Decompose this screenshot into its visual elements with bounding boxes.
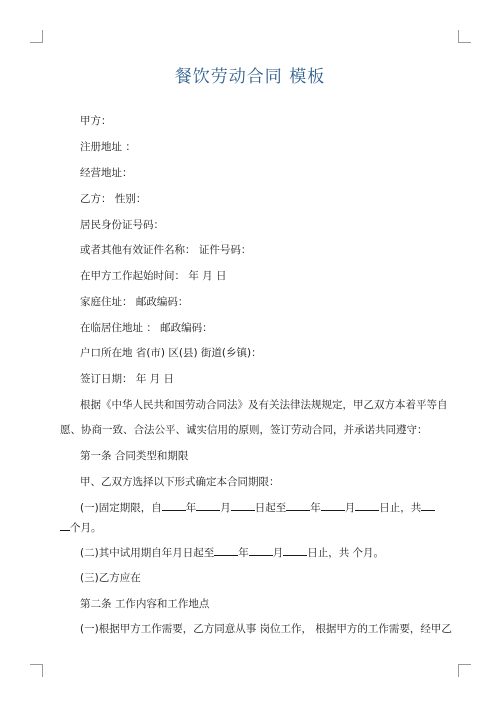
fixed-term-text-d: 日起至: [254, 502, 287, 514]
preamble-line-1: 根据《中华人民共和国劳动合同法》及有关法律法规规定，甲乙双方本着平等自: [80, 399, 448, 411]
blank-probation-year: [214, 545, 238, 556]
field-party-a: 甲方：: [80, 115, 112, 127]
article-1-heading: 第一条 合同类型和期限: [80, 450, 189, 462]
crop-mark-bottom-right: [458, 664, 471, 677]
blank-probation-day: [283, 545, 307, 556]
article-2-clause-1: (一)根据甲方工作需要，乙方同意从事 岗位工作， 根据甲方的工作需要，经甲乙: [80, 623, 452, 635]
fixed-term-line-2: [60, 520, 102, 535]
field-hukou: 户口所在地 省(市) 区(县) 街道(乡镇)：: [80, 347, 262, 359]
party-b-should: (三)乙方应在: [80, 572, 141, 584]
field-party-b: 乙方： 性别：: [80, 193, 147, 205]
blank-start-year: [162, 500, 186, 511]
probation-text-d: 日止，共 个月。: [307, 547, 385, 559]
field-current-address: 在临居住地址 ： 邮政编码：: [80, 322, 213, 334]
document-title: 餐饮劳动合同 模板: [174, 67, 326, 87]
fixed-term-text-g: 日止，共: [379, 502, 422, 514]
fixed-term-text-c: 月: [220, 502, 231, 514]
fixed-term-text-b: 年: [185, 502, 197, 514]
fixed-term-text-f: 月: [344, 502, 356, 514]
preamble-line-2: 愿、协商一致、合法公平、诚实信用的原则，签订劳动合同，并承诺共同遵守：: [60, 424, 428, 436]
blank-months-1: [421, 500, 435, 511]
blank-end-year: [286, 500, 310, 511]
crop-mark-top-right: [458, 30, 471, 43]
blank-months-2: [60, 520, 70, 531]
probation-line: [80, 545, 384, 560]
blank-probation-month: [249, 545, 273, 556]
field-other-cert: 或者其他有效证件名称： 证件号码：: [80, 244, 252, 256]
article-1-intro: 甲、乙双方选择以下形式确定本合同期限：: [80, 476, 280, 488]
fixed-term-text-h: 个月。: [70, 522, 102, 534]
probation-text-b: 年: [238, 547, 249, 559]
field-start-date: 在甲方工作起始时间： 年 月 日: [80, 270, 227, 282]
probation-text-a: (二)其中试用期自年月日起至: [80, 547, 215, 559]
field-reg-address: 注册地址 ：: [80, 141, 136, 153]
field-home-address: 家庭住址： 邮政编码：: [80, 296, 189, 308]
fixed-term-text-a: (一)固定期限，自: [80, 502, 162, 514]
article-2-heading: 第二条 工作内容和工作地点: [80, 598, 210, 610]
field-id-number: 居民身份证号码：: [80, 219, 164, 231]
fixed-term-text-e: 年: [310, 502, 321, 514]
field-sign-date: 签订日期： 年 月 日: [80, 373, 175, 385]
blank-end-day: [355, 500, 379, 511]
blank-end-month: [321, 500, 345, 511]
probation-text-c: 月: [272, 547, 284, 559]
fixed-term-line: [80, 500, 435, 515]
blank-start-day: [231, 500, 255, 511]
crop-mark-top-left: [30, 30, 43, 43]
crop-mark-bottom-left: [30, 664, 43, 677]
blank-start-month: [196, 500, 220, 511]
field-biz-address: 经营地址：: [80, 167, 133, 179]
